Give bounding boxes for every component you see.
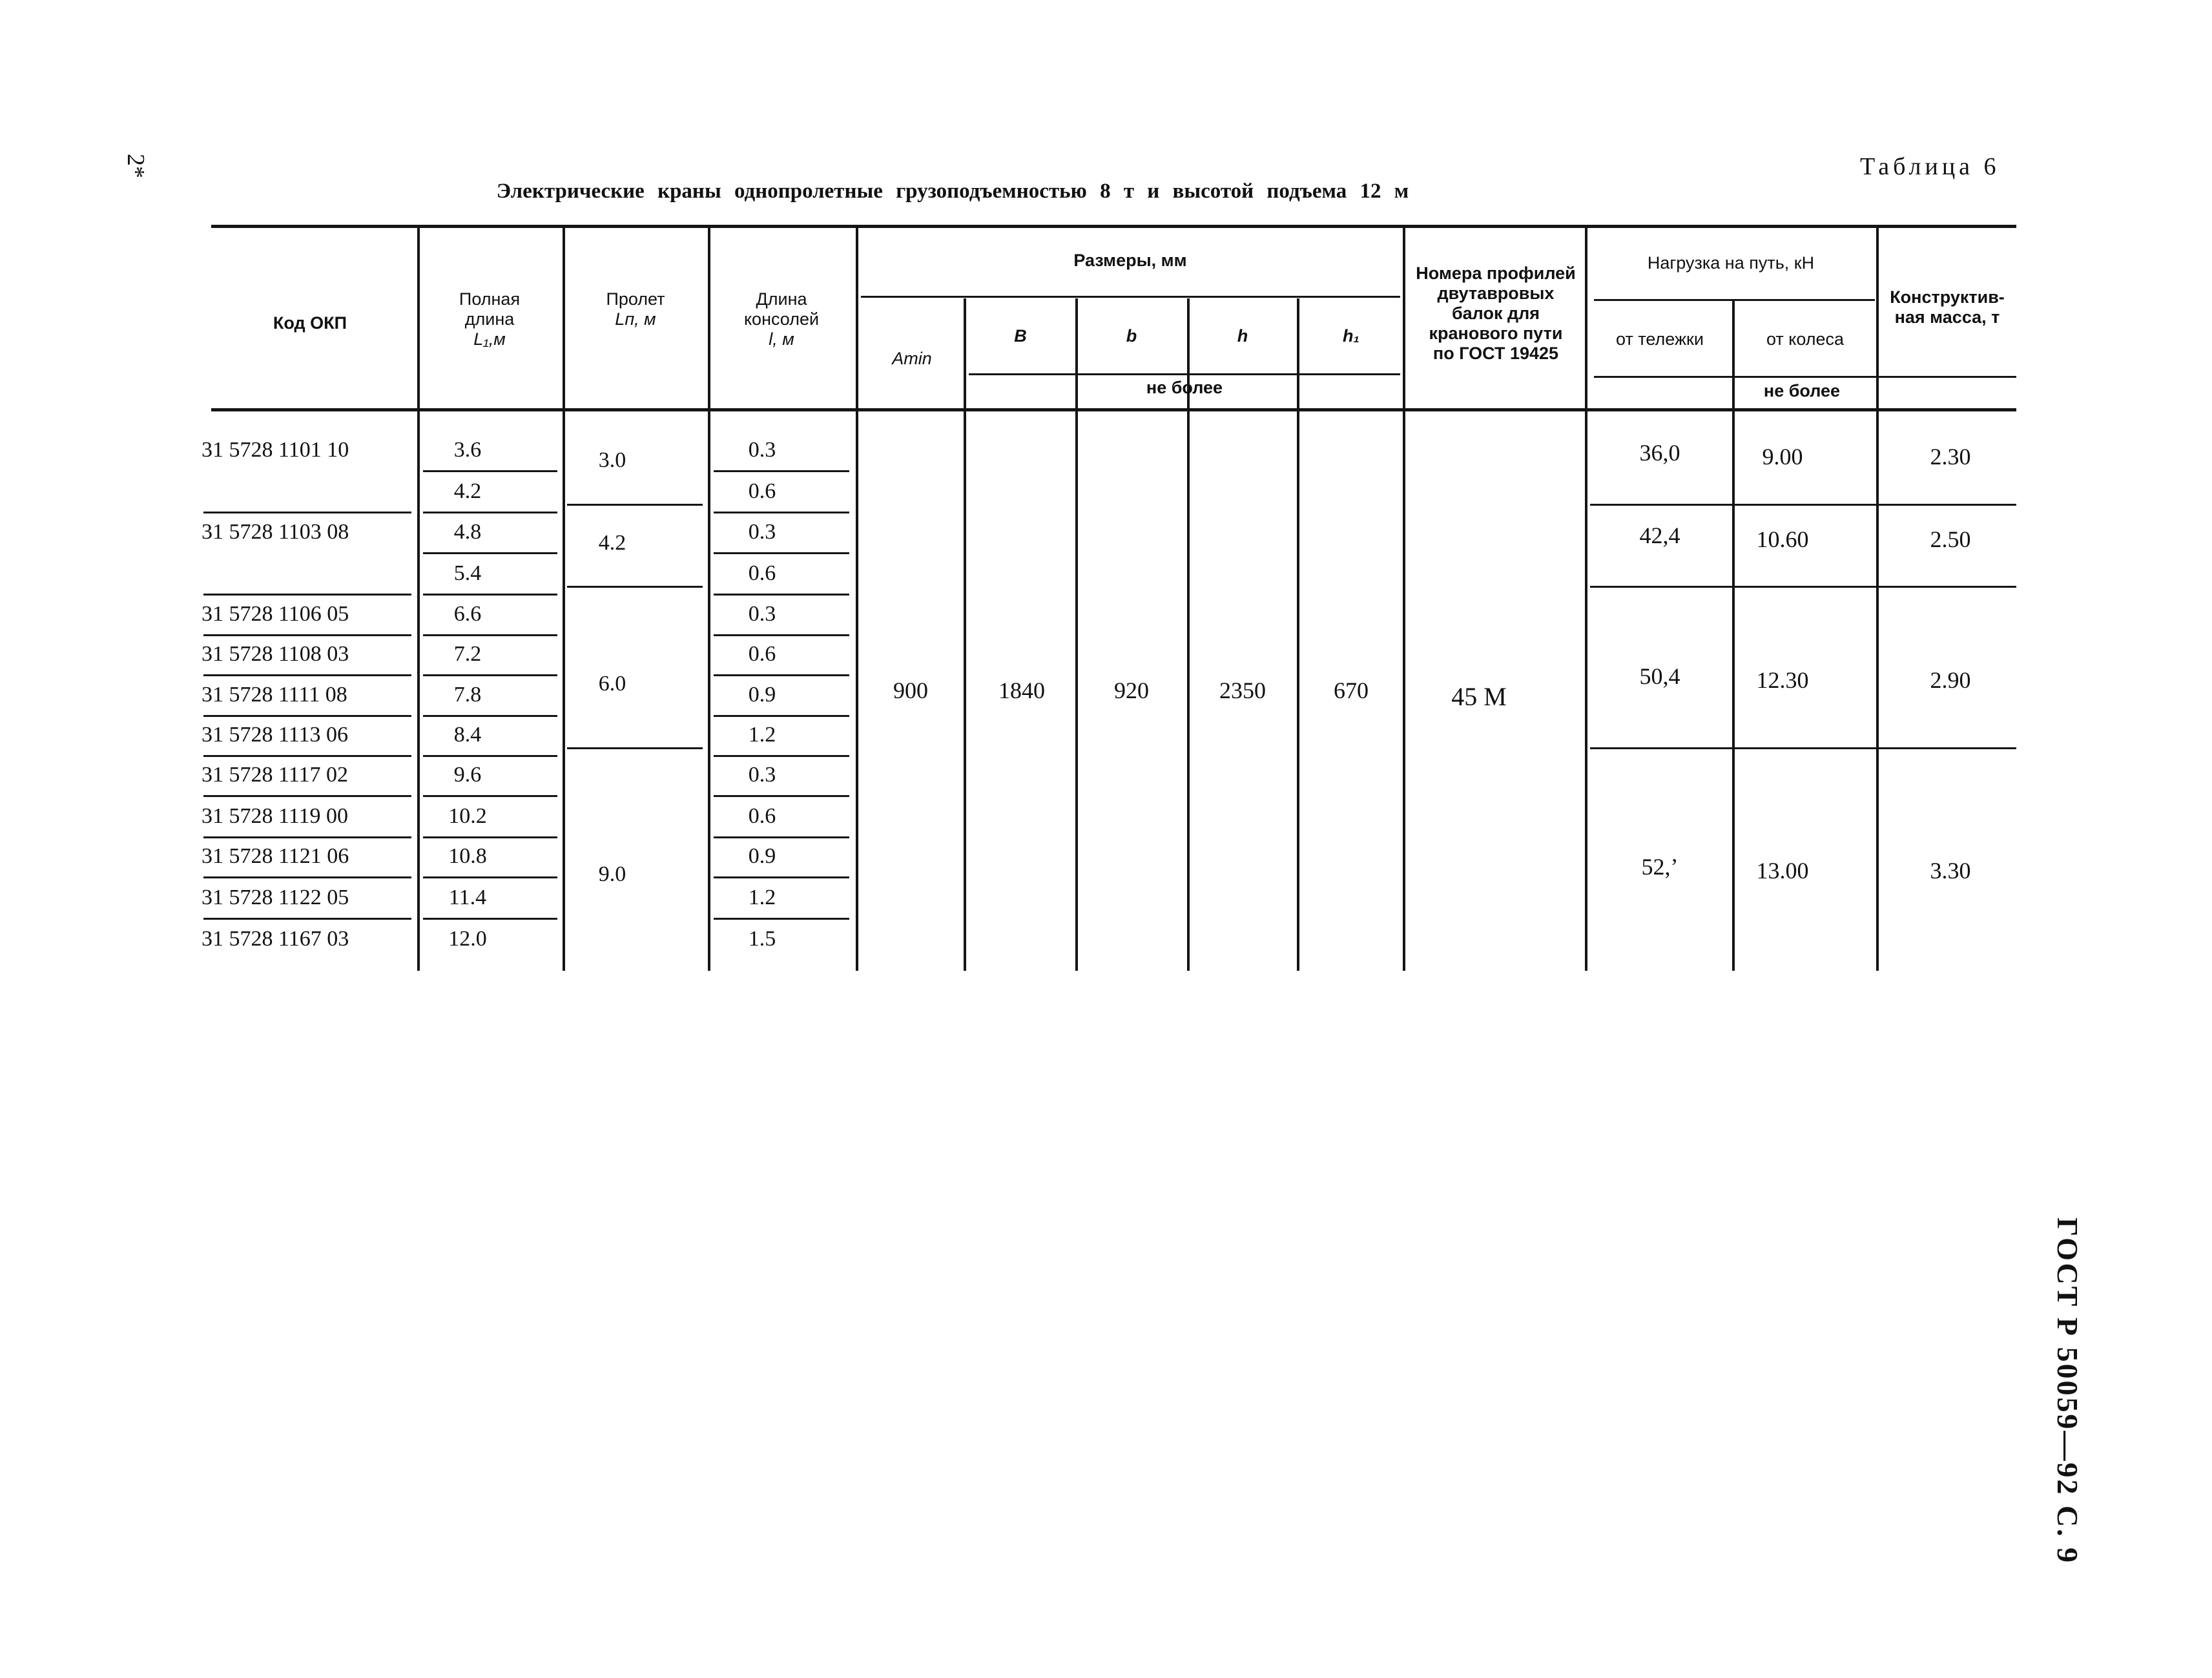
full-length-value: 4.2 [453, 479, 482, 503]
mass-value: 3.30 [1930, 858, 1971, 884]
okp-code: 31 5728 1106 05 [202, 602, 349, 626]
length-row-rule [423, 552, 557, 554]
load-from-trolley-value: 36,0 [1639, 440, 1680, 466]
code-row-rule [203, 634, 411, 636]
full-length-value: 6.6 [453, 602, 482, 626]
full-length-value: 8.4 [453, 723, 482, 747]
length-row-rule [423, 674, 557, 676]
code-row-rule [203, 918, 411, 920]
header-dimensions: Размеры, мм [1073, 251, 1187, 270]
console-length-value: 0.3 [748, 602, 776, 626]
span-group-rule [567, 504, 703, 506]
console-length-value: 0.3 [748, 520, 776, 544]
okp-code: 31 5728 1101 10 [202, 438, 349, 462]
console-row-rule [714, 512, 849, 513]
header-load-not-more: не более [1763, 381, 1841, 400]
full-length-value: 4.8 [453, 520, 482, 544]
header-B: B [1014, 326, 1027, 346]
header-full-length: Полная длина L₁,м [459, 289, 521, 349]
full-length-value: 9.6 [453, 763, 482, 787]
span-value: 6.0 [598, 672, 626, 696]
code-row-rule [203, 715, 411, 717]
okp-code: 31 5728 1108 03 [202, 642, 349, 666]
console-length-value: 0.9 [748, 683, 776, 707]
okp-code: 31 5728 1167 03 [202, 927, 349, 951]
side-label: ГОСТ Р 50059—92 С. 9 [2051, 1217, 2084, 1565]
sheet-mark: 2* [122, 154, 149, 178]
load-notmore-rule [1594, 376, 2016, 378]
span-group-rule [567, 747, 703, 749]
load-from-trolley-value: 42,4 [1639, 523, 1680, 548]
col-divider-8 [1297, 298, 1299, 971]
col-divider-6 [1075, 298, 1078, 971]
header-from-trolley: от тележки [1616, 329, 1704, 349]
console-length-value: 0.3 [748, 763, 776, 787]
header-b: b [1126, 326, 1137, 346]
col-divider-5 [964, 298, 966, 971]
console-length-value: 0.6 [748, 642, 776, 666]
dims-header-rule [861, 296, 1400, 298]
col-divider-2 [563, 228, 565, 971]
header-mass: Конструктив- ная масса, т [1890, 287, 2005, 327]
col-divider-7 [1187, 298, 1190, 971]
length-row-rule [423, 755, 557, 757]
mass-value: 2.50 [1930, 526, 1971, 552]
console-length-value: 0.6 [748, 804, 776, 828]
console-row-rule [714, 634, 849, 636]
load-from-trolley-value: 50,4 [1639, 663, 1680, 689]
full-length-value: 11.4 [448, 886, 487, 909]
load-from-wheel-value: 12.30 [1756, 667, 1809, 693]
col-divider-4 [856, 228, 858, 971]
console-row-rule [714, 470, 849, 472]
okp-code: 31 5728 1119 00 [202, 804, 348, 828]
load-from-wheel-value: 10.60 [1756, 526, 1809, 552]
header-console: Длина консолей l, м [743, 289, 820, 349]
header-span: Пролет Lп, м [606, 289, 665, 329]
code-row-rule [203, 755, 411, 757]
value-b: 920 [1114, 678, 1149, 703]
console-length-value: 1.2 [748, 723, 776, 747]
mass-group-rule [1881, 586, 2016, 588]
full-length-value: 3.6 [453, 438, 482, 462]
load-from-wheel-value: 13.00 [1756, 858, 1809, 884]
span-value: 3.0 [598, 448, 626, 472]
okp-code: 31 5728 1122 05 [202, 886, 349, 909]
header-h: h [1237, 326, 1248, 346]
full-length-value: 7.8 [453, 683, 482, 707]
table-title: Электрические краны однопролетные грузоподъемностью 8 т и высотой подъема 12 м [496, 180, 1409, 203]
value-profile: 45 М [1451, 682, 1507, 711]
full-length-value: 10.2 [448, 804, 487, 828]
console-row-rule [714, 836, 849, 838]
length-row-rule [423, 512, 557, 513]
value-h: 2350 [1219, 678, 1266, 703]
console-length-value: 0.6 [748, 561, 776, 585]
full-length-value: 5.4 [453, 561, 482, 585]
col-divider-12 [1876, 228, 1879, 971]
code-row-rule [203, 594, 411, 596]
console-length-value: 0.6 [748, 479, 776, 503]
table-label: Таблица 6 [1860, 153, 2000, 180]
col-divider-10 [1585, 228, 1587, 971]
length-row-rule [423, 634, 557, 636]
console-row-rule [714, 594, 849, 596]
console-length-value: 0.9 [748, 844, 776, 868]
header-h1: h₁ [1343, 326, 1359, 346]
full-length-value: 12.0 [448, 927, 487, 951]
console-row-rule [714, 755, 849, 757]
code-row-rule [203, 795, 411, 797]
value-amin: 900 [893, 678, 928, 703]
header-profile: Номера профилей двутавровых балок для кранового пути по ГОСТ 19425 [1416, 264, 1576, 363]
okp-code: 31 5728 1103 08 [202, 520, 349, 544]
okp-code: 31 5728 1113 06 [202, 723, 348, 747]
code-row-rule [203, 674, 411, 676]
mass-group-rule [1881, 504, 2016, 506]
mass-value: 2.90 [1930, 667, 1971, 693]
console-row-rule [714, 715, 849, 717]
console-row-rule [714, 674, 849, 676]
header-load: Нагрузка на путь, кН [1647, 253, 1815, 273]
console-row-rule [714, 552, 849, 554]
length-row-rule [423, 876, 557, 878]
okp-code: 31 5728 1117 02 [202, 763, 348, 787]
okp-code: 31 5728 1111 08 [202, 683, 347, 707]
mass-group-rule [1881, 747, 2016, 749]
table-header-rule [211, 408, 2016, 411]
value-h1: 670 [1334, 678, 1369, 703]
dims-notmore-rule [969, 373, 1400, 375]
code-row-rule [203, 876, 411, 878]
header-amin: Amin [892, 349, 932, 368]
console-row-rule [714, 876, 849, 878]
full-length-value: 10.8 [448, 844, 487, 868]
col-divider-11 [1732, 301, 1735, 971]
mass-value: 2.30 [1930, 444, 1971, 470]
col-divider-3 [708, 228, 710, 971]
console-length-value: 0.3 [748, 438, 776, 462]
length-row-rule [423, 795, 557, 797]
length-row-rule [423, 594, 557, 596]
length-row-rule [423, 470, 557, 472]
load-from-trolley-value: 52,ʼ [1641, 854, 1679, 880]
load-from-wheel-value: 9.00 [1762, 444, 1803, 470]
header-code: Код ОКП [273, 313, 347, 333]
span-value: 4.2 [598, 531, 626, 555]
full-length-value: 7.2 [453, 642, 482, 666]
console-row-rule [714, 918, 849, 920]
console-length-value: 1.5 [748, 927, 776, 951]
header-dims-not-more: не более [1146, 378, 1223, 397]
okp-code: 31 5728 1121 06 [202, 844, 349, 868]
length-row-rule [423, 715, 557, 717]
col-divider-1 [417, 228, 420, 971]
console-row-rule [714, 795, 849, 797]
value-B: 1840 [998, 678, 1045, 703]
span-group-rule [567, 586, 703, 588]
col-divider-9 [1403, 228, 1405, 971]
header-from-wheel: от колеса [1766, 329, 1845, 349]
console-length-value: 1.2 [748, 886, 776, 909]
span-value: 9.0 [598, 862, 626, 886]
code-row-rule [203, 512, 411, 513]
length-row-rule [423, 836, 557, 838]
table-top-rule [211, 225, 2016, 228]
length-row-rule [423, 918, 557, 920]
code-row-rule [203, 836, 411, 838]
